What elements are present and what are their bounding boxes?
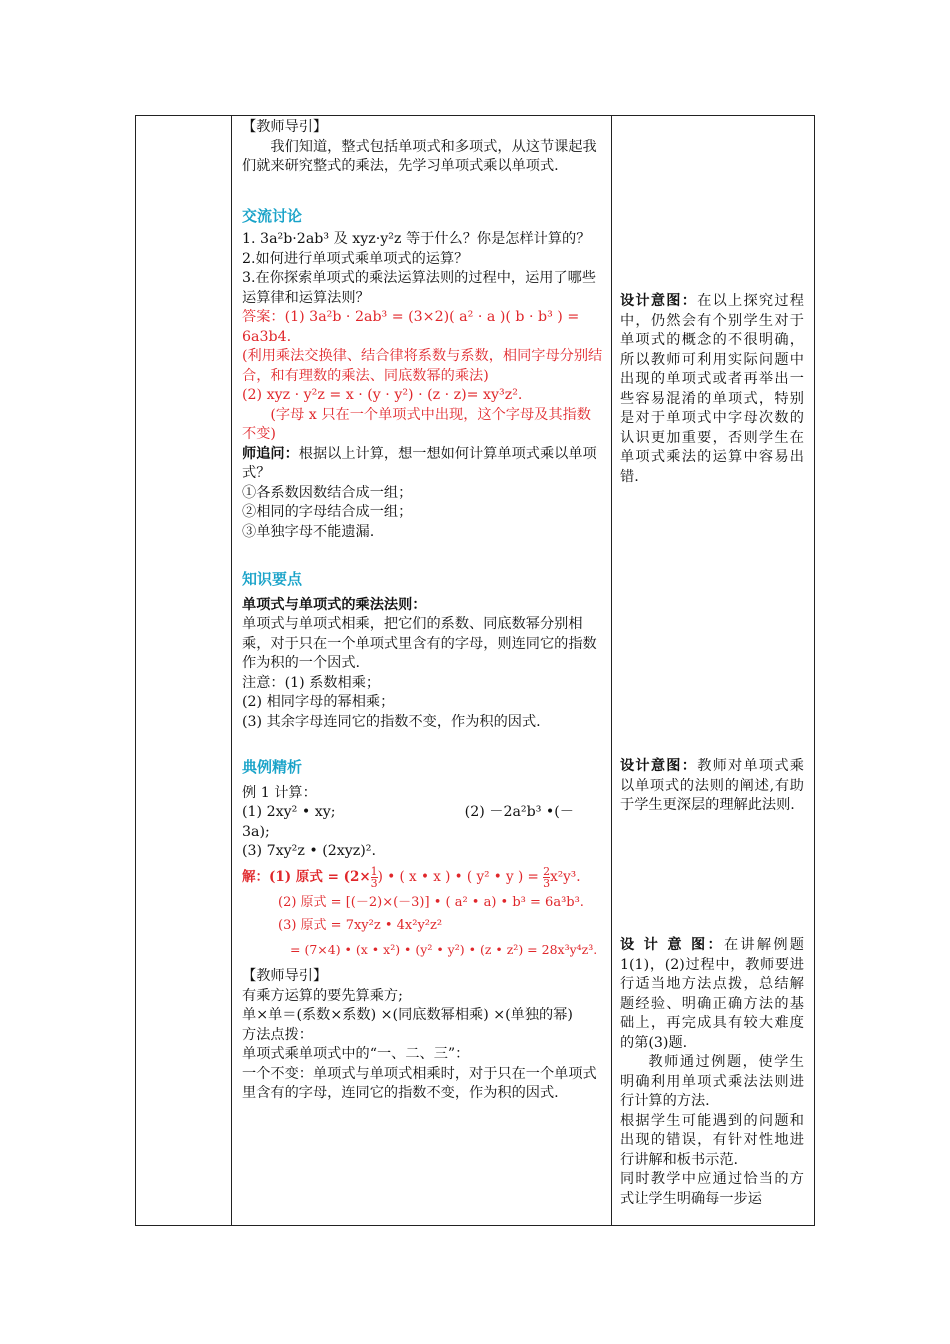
column-divider-1 bbox=[231, 116, 232, 1225]
design-text-3-p3: 根据学生可能遇到的问题和出现的错误，有针对性地进行讲解和板书示范. bbox=[620, 1112, 804, 1168]
followup bbox=[242, 445, 604, 484]
note-3: (3) 其余字母连同它的指数不变，作为积的因式. bbox=[242, 713, 541, 730]
design-text-3-p2: 教师通过例题，使学生明确利用单项式乘法法则进行计算的方法. bbox=[620, 1054, 804, 1109]
solution-2: (2) 原式 = [(－2)×(－3)] • ( a² • a) • b³ = 6a³b³. bbox=[278, 894, 584, 910]
solution-3b: = (7×4) • (x • x²) • (y² • y²) • (z • z²) = 28x³y⁴z³. bbox=[290, 941, 598, 957]
followup-text: 根据以上计算，想一想如何计算单项式乘以单项式？ bbox=[242, 445, 597, 481]
question-2: 2.如何进行单项式乘单项式的运算？ bbox=[242, 250, 469, 267]
step-2: ②相同的字母结合成一组； bbox=[242, 504, 413, 520]
step-3: ③单独字母不能遗漏. bbox=[242, 523, 375, 540]
note-2: (2) 相同字母的幂相乘； bbox=[242, 694, 395, 710]
design-text-2: 教师对单项式乘以单项式的法则的阐述,有助于学生更深层的理解此法则. bbox=[620, 758, 804, 813]
example-intro: 例 1 计算： bbox=[242, 784, 317, 801]
solution-3a: (3) 原式 = 7xy²z • 4x²y²z² bbox=[278, 918, 443, 933]
solution-1-tail: ) • ( x • x ) • ( y² • y ) = bbox=[377, 868, 539, 885]
solution-1-result: x²y³. bbox=[550, 868, 581, 885]
lesson-table bbox=[135, 115, 815, 1226]
note-1: 注意：(1) 系数相乘； bbox=[242, 674, 381, 691]
example-title: 典例精析 bbox=[242, 758, 303, 776]
fraction-two-thirds: $\frac{2}{3}$ bbox=[543, 864, 551, 890]
answer-1-note: (利用乘法交换律、结合律将系数与系数，相同字母分别结合，和有理数的乘法、同底数幂的乘法) bbox=[242, 348, 603, 384]
example-2: (2) －2a²b³ •(－ bbox=[464, 804, 574, 820]
guide1-text: 我们知道，整式包括单项式和多项式，从这节课起我们就来研究整式的乘法，先学习单项式乘以单项式. bbox=[242, 138, 597, 174]
fraction-one-third: $\frac{1}{3}$ bbox=[370, 864, 378, 890]
question-1: 1. 3a²b·2ab³ 及 xyz·y²z 等于什么？你是怎样计算的？ bbox=[242, 231, 591, 247]
example-2-cont: 3a); bbox=[242, 823, 270, 840]
method-line-1: 单项式乘单项式中的“一、二、三”： bbox=[242, 1046, 470, 1062]
answer-2-note: (字母 x 只在一个单项式中出现，这个字母及其指数不变) bbox=[242, 406, 591, 442]
answer-2: (2) xyz · y²z = x · (y · y²) · (z · z)= xy³z². bbox=[242, 387, 523, 403]
solution-label: 解：(1) 原式 = (2× bbox=[242, 868, 371, 885]
knowledge-title: 知识要点 bbox=[242, 570, 303, 588]
design-text-3-p4: 同时教学中应通过恰当的方式让学生明确每一步运 bbox=[620, 1171, 804, 1207]
method-label: 方法点拨： bbox=[242, 1026, 313, 1043]
design-label-1: 设计意图： bbox=[620, 293, 698, 309]
design-intent-1 bbox=[620, 292, 804, 487]
question-3: 3.在你探索单项式的乘法运算法则的过程中，运用了哪些运算律和运算法则？ bbox=[242, 270, 597, 306]
guide2-line-1: 有乘方运算的要先算乘方; bbox=[242, 987, 403, 1004]
design-label-2: 设计意图： bbox=[620, 758, 698, 774]
solution-block bbox=[242, 866, 604, 960]
example-3: (3) 7xy²z • (2xyz)². bbox=[242, 843, 376, 859]
example-row bbox=[242, 803, 604, 823]
design-text-3: 在讲解例题1(1)，(2)过程中，教师要进行适当地方法点拨，总结解题经验、明确正确方法的基础上，再完成具有较大难度的第(3)题. bbox=[620, 937, 804, 1051]
design-intent-3 bbox=[620, 936, 804, 1209]
column-divider-2 bbox=[611, 116, 612, 1225]
guide2-title: 【教师导引】 bbox=[242, 968, 328, 984]
example-1: (1) 2xy² • xy; bbox=[242, 804, 336, 820]
guide1-title: 【教师导引】 bbox=[242, 119, 328, 135]
step-1: ①各系数因数结合成一组； bbox=[242, 484, 413, 501]
followup-label: 师追问： bbox=[242, 445, 299, 462]
teaching-process-column bbox=[242, 118, 604, 1104]
design-intent-2 bbox=[620, 757, 804, 816]
design-label-3: 设 计 意 图： bbox=[620, 937, 724, 953]
rule-title: 单项式与单项式的乘法法则： bbox=[242, 596, 427, 613]
rule-text: 单项式与单项式相乘，把它们的系数、同底数幂分别相乘，对于只在一个单项式里含有的字母，则连同它的指数作为积的一个因式. bbox=[242, 616, 597, 671]
answer-1: 答案：(1) 3a²b · 2ab³ = (3×2)( a² · a )( b · b³ ) = 6a3b4. bbox=[242, 309, 580, 345]
guide2-line-2: 单×单＝(系数×系数) ×(同底数幂相乘) ×(单独的幂) bbox=[242, 1007, 573, 1023]
method-line-2: 一个不变：单项式与单项式相乘时，对于只在一个单项式里含有的字母，连同它的指数不变，作为积的因式. bbox=[242, 1065, 597, 1101]
exchange-title: 交流讨论 bbox=[242, 206, 303, 225]
design-text-1: 在以上探究过程中，仍然会有个别学生对于单项式的概念的不很明确，所以教师可利用实际问题中出现的单项式或者再举出一些容易混淆的单项式，特别是对于单项式中字母次数的认识更加重要，否则学生在单项式乘法的运算中容易出错. bbox=[620, 293, 804, 485]
